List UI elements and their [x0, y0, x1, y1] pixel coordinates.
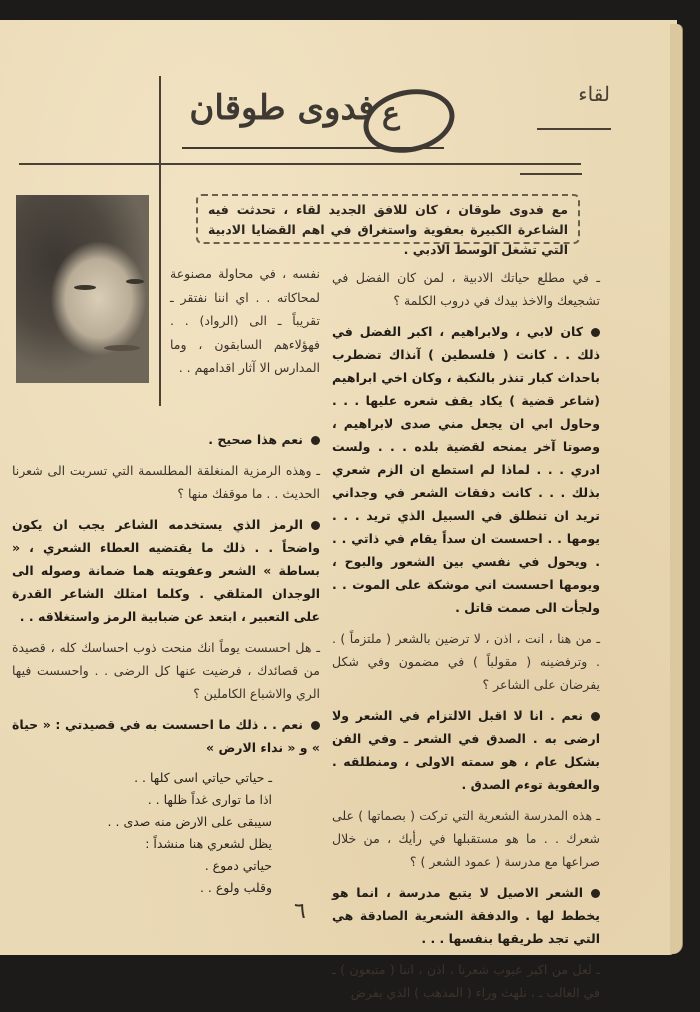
- header-vertical-rule: [159, 76, 161, 406]
- question-paragraph: ـ وهذه الرمزية المنغلقة المطلسمة التي تسربت الى شعرنا الحديث . . ما موقفك منها ؟: [12, 463, 320, 501]
- question-paragraph: ـ من هنا ، انت ، اذن ، لا ترضين بالشعر ( ملتزماً ) . . وترفضينه ( مقولباً ) في مضمون وفي شكل يفرضان على الشاعر ؟: [332, 631, 600, 692]
- right-column: [332, 266, 600, 1012]
- bullet-icon: [591, 712, 600, 721]
- bullet-icon: [311, 521, 320, 530]
- page-number: ٦: [294, 899, 306, 924]
- section-label-rule-bottom: [520, 173, 582, 175]
- poem-line: سيبقى على الارض منه صدى . .: [107, 814, 272, 829]
- bullet-icon: [591, 328, 600, 337]
- photo-eye-left: [74, 285, 96, 290]
- poem-excerpt: [12, 767, 320, 899]
- poem-line: وقلب ولوع . .: [199, 880, 272, 895]
- question-paragraph: ـ لعل من اكبر عيوب شعرنا ، اذن ، اننا ( متبعون ) ـ في الغالب ـ ، نلهث وراء ( المذهب ) الذي يفرض: [332, 962, 600, 1000]
- poem-line: حياتي دموع .: [204, 858, 272, 873]
- answer-paragraph: الشعر الاصيل لا يتبع مدرسة ، انما هو يخطط لها . والدفقة الشعرية الصادقة هي التي تجد طريقها بنفسها . . .: [332, 885, 600, 946]
- page-edge: [670, 24, 683, 954]
- bullet-icon: [591, 889, 600, 898]
- left-column: [12, 428, 320, 899]
- article-title: فدوى طوقان: [189, 88, 375, 128]
- section-label-rule-top: [537, 128, 611, 130]
- answer-paragraph: الرمز الذي يستخدمه الشاعر يجب ان يكون واضحاً . . ذلك ما يقتضيه العطاء الشعري ، « بساطة » الشعر وعفويته هما ضمانة وصوله الى الوجدان المتلقي . وكلما امتلك الشاعر القدرة على التعبير ، ابتعد عن ضبابية الرمز واستغلاقه . .: [12, 517, 320, 624]
- answer-paragraph: نعم هذا صحيح .: [12, 428, 320, 451]
- narrow-column: [170, 262, 320, 388]
- section-label: لقاء: [578, 82, 610, 106]
- bullet-icon: [311, 436, 320, 445]
- author-photo: [16, 195, 149, 383]
- poem-line: اذا ما توارى غداً ظلها . .: [147, 792, 272, 807]
- question-paragraph: ـ هذه المدرسة الشعرية التي تركت ( بصماتها ) على شعرك . . ما هو مستقبلها في رأيك ، من خلال صراعها مع مدرسة ( عمود الشعر ) ؟: [332, 808, 600, 869]
- answer-paragraph: نعم . . ذلك ما احسست به في قصيدتي : « حياة » و « نداء الارض »: [12, 717, 320, 755]
- question-paragraph: ـ في مطلع حياتك الادبية ، لمن كان الفضل في تشجيعك والاخذ بيدك في دروب الكلمة ؟: [332, 270, 600, 308]
- intro-box: مع فدوى طوقان ، كان للافق الجديد لقاء ، تحدثت فيه الشاعرة الكبيرة بعفوية واستغراق في اهم القضايا الادبية التي تشغل الوسط الادبي .: [196, 194, 580, 244]
- header-horizontal-rule: [19, 163, 581, 165]
- photo-eye-right: [126, 279, 144, 284]
- question-paragraph: ـ هل احسست يوماً انك منحت ذوب احساسك كله ، قصيدة من قصائدك ، فرضيت عنها كل الرضى . . واحسست فيها الري والاشباع الكاملين ؟: [12, 640, 320, 701]
- poem-line: ـ حياتي حياتي اسى كلها . .: [134, 770, 272, 785]
- title-underline: [182, 147, 444, 149]
- logo-glyph-icon: ع: [382, 96, 400, 131]
- bullet-icon: [311, 721, 320, 730]
- continuation-paragraph: نفسه ، في محاولة مصنوعة لمحاكاته . . اي اننا نفتقر ـ تقريباً ـ الى (الرواد) . . فهؤلاءهم السابقون ، وما المدارس الا آثار اقدامهم . .: [170, 266, 320, 375]
- answer-paragraph: كان لابي ، ولابراهيم ، اكبر الفضل في ذلك . . كانت ( فلسطين ) آنذاك تضطرب باحداث كبار تنذر بالنكبة ، وكان اخي ابراهيم (شاعر قضية ) يكاد يقف شعره عليها . . . وحاول ابي ان يجعل مني صدى لابراهيم ، وصوتا آخر يمنحه لقضية بلده . . . ولست ادري . . . لماذا لم استطع ان الزم شعري بذلك . . . كانت دفقات الشعر في وجداني تريد ان تنطلق في السبيل الذي تريد . . . يومها . . احسست ان سداً يقام في ذاتي . . . ويحول في نفسي بين الشعور والبوح ، ويومها احسست اني موشكة على الموت . . ولجأت الى صمت قاتل .: [332, 324, 600, 615]
- photo-mouth: [104, 345, 140, 351]
- poem-line: يظل لشعري هنا منشداً :: [145, 836, 272, 851]
- answer-paragraph: نعم . انا لا اقبل الالتزام في الشعر ولا ارضى به . الصدق في الشعر ـ وفي الفن بشكل عام ، هو سمته الاولى ، ومنطلقه . والعفوية توءم الصدق .: [332, 708, 600, 792]
